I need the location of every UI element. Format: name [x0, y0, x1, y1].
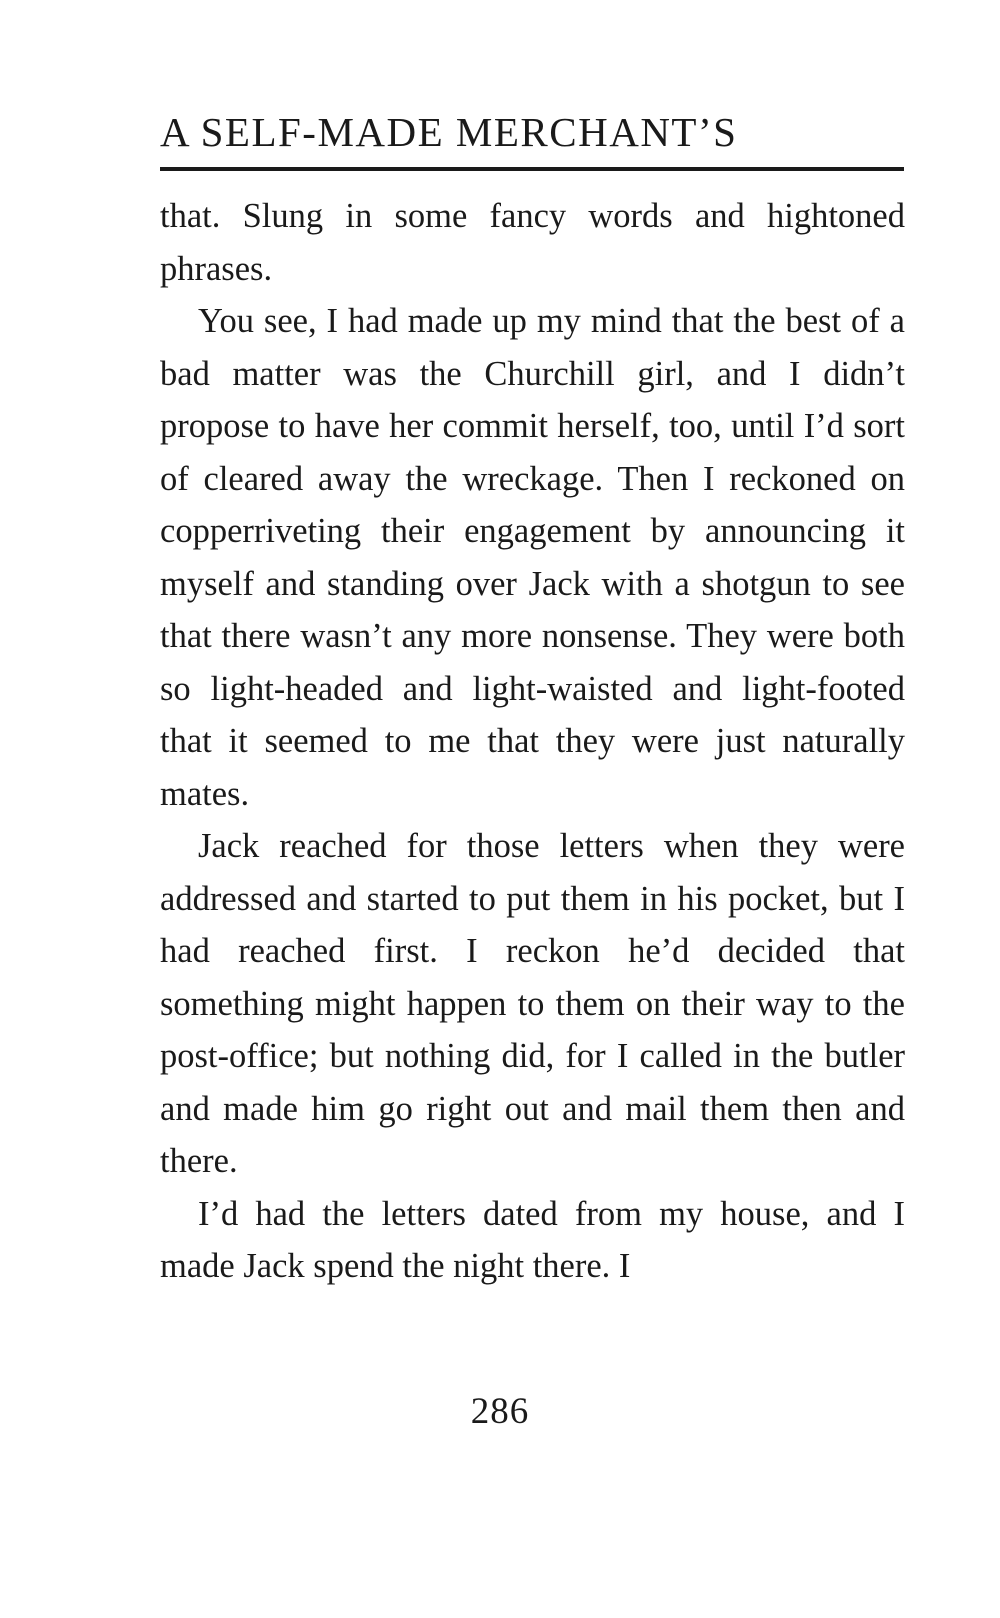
- running-head: A SELF-MADE MERCHANT’S: [160, 109, 738, 155]
- header-rule: [160, 167, 904, 171]
- paragraph: You see, I had made up my mind that the best of a bad matter was the Churchill girl, and I didn’t propose to have her commit herself, too, until I’d sort of cleared away the wreckage. Then I reckoned on copperriveting their engagement by announcing it myself and standing over Jack with a shotgun to see that there wasn’t any more nonsense. They were both so light-headed and light-waisted and light-footed that it seemed to me that they were just naturally mates.: [160, 302, 905, 813]
- paragraph-continuation: that. Slung in some fancy words and hightoned phrases.: [160, 197, 905, 288]
- paragraph: I’d had the letters dated from my house, and I made Jack spend the night there. I: [160, 1194, 905, 1285]
- paragraph: Jack reached for those letters when they were addressed and started to put them in his pocket, but I had reached first. I reckon he’d decided that something might happen to them on their way to the post-office; but nothing did, for I called in the butler and made him go right out and mail them then and there.: [160, 827, 905, 1180]
- body-text: [160, 190, 905, 1293]
- page-number: 286: [470, 1391, 530, 1432]
